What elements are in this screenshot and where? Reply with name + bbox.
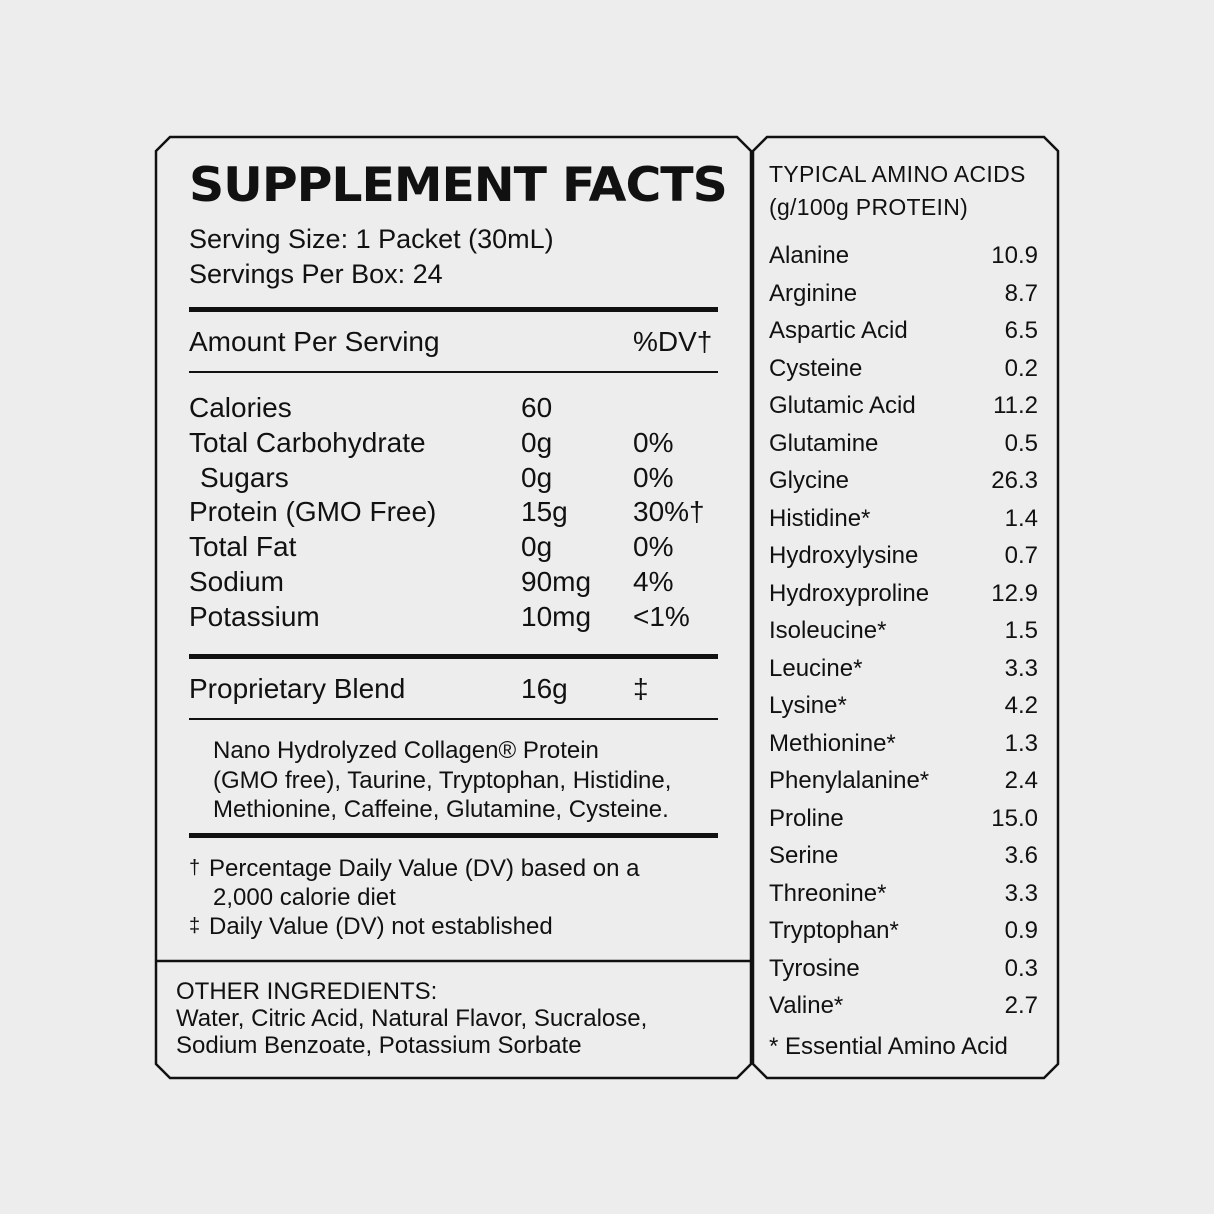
footnote-dagger-continued: 2,000 calorie diet — [213, 884, 396, 911]
amino-acid-row — [769, 350, 1038, 388]
nutrient-row-protein — [189, 495, 718, 530]
amino-acid-value: 4.2 — [1004, 692, 1038, 719]
nutrient-row-total-fat — [189, 530, 718, 565]
nutrient-row-total-carbohydrate — [189, 426, 718, 461]
nutrient-name: Calories — [189, 392, 292, 423]
amino-acid-row — [769, 500, 1038, 538]
amino-acid-name: Glutamine — [769, 429, 879, 457]
amino-acid-value: 2.4 — [1004, 767, 1038, 794]
serving-size: Serving Size: 1 Packet (30mL) — [189, 224, 554, 254]
amino-acid-value: 0.2 — [1004, 354, 1038, 382]
nutrient-name: Total Fat — [189, 531, 297, 563]
blend-dv: ‡ — [633, 673, 649, 704]
amino-acid-name: Proline — [769, 804, 844, 832]
amino-acid-row — [769, 462, 1038, 500]
amino-acid-row — [769, 612, 1038, 650]
amino-acid-row — [769, 537, 1038, 575]
amino-acid-value: 0.5 — [1004, 429, 1038, 457]
proprietary-blend-row — [189, 671, 718, 707]
amino-acid-row — [769, 912, 1038, 950]
amino-acid-name: Lysine* — [769, 692, 847, 719]
amino-acid-row — [769, 875, 1038, 913]
amino-acid-value: 1.4 — [1004, 504, 1038, 532]
amino-acid-name: Alanine — [769, 242, 850, 269]
nutrient-dv: <1% — [633, 600, 690, 632]
nutrient-amount: 15g — [521, 496, 568, 528]
nutrient-amount: 90mg — [521, 565, 592, 597]
nutrient-row-calories — [189, 391, 718, 426]
footnote-text: Daily Value (DV) not established — [209, 913, 553, 940]
nutrient-amount: 0g — [521, 461, 553, 493]
amino-acid-row — [769, 312, 1038, 350]
amino-acid-name: Isoleucine* — [769, 617, 887, 644]
amino-acid-name: Hydroxylysine — [769, 542, 919, 569]
amino-acid-name: Tyrosine — [769, 954, 860, 982]
other-ingredients-line: Sodium Benzoate, Potassium Sorbate — [176, 1032, 582, 1059]
amino-acid-row — [769, 762, 1038, 800]
nutrient-name: Protein (GMO Free) — [189, 496, 437, 528]
footnote-dagger — [189, 854, 639, 883]
amino-acid-row — [769, 387, 1038, 425]
nutrient-name: Sodium — [189, 565, 284, 597]
amino-acids-title: TYPICAL AMINO ACIDS — [769, 161, 1026, 187]
amino-acid-row — [769, 575, 1038, 613]
amino-acid-value: 8.7 — [1004, 279, 1038, 307]
amino-acid-value: 15.0 — [991, 804, 1038, 832]
amino-acid-value: 1.3 — [1004, 729, 1038, 757]
amino-acid-row — [769, 425, 1038, 463]
servings-per-box: Servings Per Box: 24 — [189, 259, 443, 289]
amino-acid-value: 6.5 — [1004, 317, 1038, 344]
amount-per-serving-label: Amount Per Serving — [189, 326, 440, 357]
nutrient-amount: 0g — [521, 531, 553, 563]
amino-acid-value: 3.3 — [1004, 879, 1038, 907]
amino-acid-row — [769, 837, 1038, 875]
dv-header: %DV† — [633, 326, 713, 357]
amino-acid-value: 3.6 — [1004, 842, 1038, 869]
amino-acid-row — [769, 725, 1038, 763]
amino-acid-row — [769, 650, 1038, 688]
nutrient-dv: 0% — [633, 531, 674, 563]
essential-amino-note: * Essential Amino Acid — [769, 1033, 1008, 1060]
amino-acid-name: Glutamic Acid — [769, 392, 916, 419]
amino-acid-name: Methionine* — [769, 729, 896, 757]
amino-acid-value: 0.3 — [1004, 954, 1038, 982]
amino-acid-name: Phenylalanine* — [769, 767, 930, 794]
nutrient-name: Total Carbohydrate — [189, 426, 426, 458]
amino-acid-name: Hydroxyproline — [769, 579, 930, 607]
amino-acid-value: 26.3 — [991, 467, 1038, 494]
amino-acid-value: 12.9 — [991, 579, 1038, 607]
blend-ingredients — [213, 736, 718, 825]
thick-divider — [189, 654, 718, 659]
amino-acid-value: 0.9 — [1004, 917, 1038, 944]
other-ingredients-line: Water, Citric Acid, Natural Flavor, Sucralose, — [176, 1005, 648, 1032]
nutrient-dv: 4% — [633, 565, 674, 597]
other-ingredients-title: OTHER INGREDIENTS: — [176, 978, 438, 1005]
amino-acid-name: Leucine* — [769, 654, 863, 682]
amino-acid-value: 11.2 — [993, 392, 1038, 419]
blend-ingredients-line: Methionine, Caffeine, Glutamine, Cysteine. — [213, 796, 669, 823]
thick-divider — [189, 307, 718, 312]
amino-acid-value: 2.7 — [1004, 992, 1038, 1019]
nutrient-dv: 30%† — [633, 496, 705, 528]
amino-acid-row — [769, 687, 1038, 725]
amino-acid-name: Histidine* — [769, 504, 871, 532]
footnote-text: Percentage Daily Value (DV) based on a — [209, 855, 640, 882]
nutrient-row-sugars — [189, 461, 718, 496]
nutrient-name: Potassium — [189, 600, 320, 632]
amino-acid-name: Arginine — [769, 279, 858, 307]
amino-acid-name: Cysteine — [769, 354, 863, 382]
blend-name: Proprietary Blend — [189, 673, 406, 704]
amino-acid-value: 3.3 — [1004, 654, 1038, 682]
nutrient-dv: 0% — [633, 426, 674, 458]
amino-acid-name: Tryptophan* — [769, 917, 899, 944]
blend-amount: 16g — [521, 673, 568, 704]
amino-acid-row — [769, 275, 1038, 313]
thick-divider — [189, 833, 718, 838]
amino-acid-row — [769, 987, 1038, 1025]
blend-ingredients-line: (GMO free), Taurine, Tryptophan, Histidine, — [213, 766, 672, 794]
nutrient-amount: 60 — [521, 392, 553, 423]
nutrient-row-potassium — [189, 600, 718, 635]
nutrient-name: Sugars — [200, 461, 289, 493]
thin-divider — [189, 718, 718, 720]
amino-acid-name: Threonine* — [769, 879, 887, 907]
dagger-symbol: † — [189, 857, 201, 879]
amino-acids-unit: (g/100g PROTEIN) — [769, 194, 969, 220]
amino-acid-name: Glycine — [769, 467, 850, 494]
nutrient-amount: 10mg — [521, 600, 592, 632]
amino-acid-name: Aspartic Acid — [769, 317, 908, 344]
nutrient-amount: 0g — [521, 426, 553, 458]
footnote-double-dagger — [189, 912, 553, 941]
amino-acid-row — [769, 800, 1038, 838]
nutrient-table — [189, 391, 718, 635]
nutrient-dv: 0% — [633, 461, 674, 493]
amino-acid-name: Valine* — [769, 992, 844, 1019]
thin-divider — [189, 371, 718, 373]
amino-acid-list — [769, 237, 1038, 1025]
amino-acid-value: 1.5 — [1004, 617, 1038, 644]
amino-acid-row — [769, 237, 1038, 275]
blend-ingredients-line: Nano Hydrolyzed Collagen® Protein — [213, 737, 599, 764]
amino-acid-value: 0.7 — [1004, 542, 1038, 569]
amino-acid-value: 10.9 — [991, 242, 1038, 269]
supplement-facts-title: SUPPLEMENT FACTS — [189, 158, 727, 213]
nutrient-row-sodium — [189, 565, 718, 600]
amino-acid-row — [769, 950, 1038, 988]
double-dagger-symbol: ‡ — [189, 915, 201, 937]
amino-acid-name: Serine — [769, 842, 839, 869]
